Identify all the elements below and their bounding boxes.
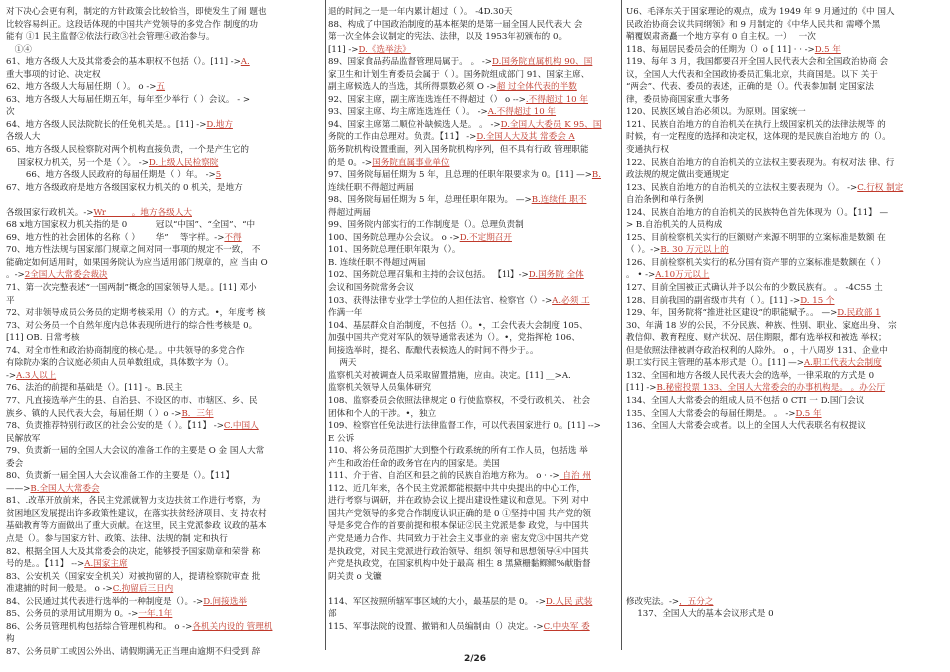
text-line: [11] ->D.《选举法》 bbox=[328, 44, 411, 55]
text-line: 但是依照法律被剥夺政治权利的人除外。 o ，十八周岁 131、企业中 bbox=[626, 345, 888, 356]
text-line: 能确定如何适用时，如果国务院认为应当适用部门规章的，应 当由 O bbox=[6, 257, 268, 268]
text-line: 63、地方各级人大每届任期五年，每年至少举行（ ）会议。 - > bbox=[6, 94, 251, 105]
text-line: 77、凡直接选举产生的县、自治县、不设区的市、市辖区、乡、民 bbox=[6, 395, 258, 406]
text-line bbox=[626, 583, 944, 596]
text-line: 国共产党领导的多党合作制度认识正确的是 0 ①坚持中国 共产党的领 bbox=[328, 508, 591, 519]
text-line: 重大事项的讨论、决定权 bbox=[6, 69, 101, 80]
text-column-left bbox=[6, 6, 324, 657]
text-line: 导是多党合作的首要前提和根本保证②民主党派是参 政党，与中国共 bbox=[328, 521, 589, 532]
text-line: 110、将公务员范围扩大到整个行政系统的所有工作人员，包括选 举 bbox=[328, 446, 588, 457]
text-line: 114、军区按照所辖军事区域的大小，最基层的是 0。 ->D.人民 武装 bbox=[328, 596, 593, 607]
text-line: 各级国家行政机关。->Wr 。地方各级人大 bbox=[6, 207, 192, 218]
text-line: 121、民族自治地方的自治机关在执行上级国家机关的法律法规等 的 bbox=[626, 119, 886, 130]
text-line: 筋务院机构设置重面，列入国务院机构序列，但不具有行政 管理职能 bbox=[328, 145, 589, 156]
text-line: 104、基层群众自治制度，不包括（）。•，工会代表大会制度 105、 bbox=[328, 320, 588, 331]
text-line: 61、地方各级人大及其常委会的基本职权不包括（）。[11] ->A. bbox=[6, 57, 250, 68]
text-line: 128、目前我国的副省级市共有（ ）。[11] ->D. 15 个 bbox=[626, 295, 835, 306]
text-line: 126、目前检察机关实行的私分国有资产罪的立案标准是数额在（ ） bbox=[626, 257, 886, 268]
text-line: 连续任职不得超过两届 bbox=[328, 182, 414, 193]
text-line: 88、构成了中国政治制度的基本框架的是第一届全国人民代表大 会 bbox=[328, 19, 583, 30]
text-line: 国家权力机关，另一个是（ 〉。 ->D.上级人民检察院 bbox=[6, 157, 219, 168]
text-line: 对下决心会更有利，制定的方针政策会比较恰当，即使发生了闹 题也 bbox=[6, 7, 267, 17]
text-line: 会议和国务院常务会议 bbox=[328, 283, 414, 294]
text-line: 80、负责新一届全国人大会议准备工作的主要是（）。【11】 bbox=[6, 471, 235, 482]
text-line: 136、全国人大常委会或者。以上的全国人大代表联名有权提议 bbox=[626, 421, 866, 432]
text-line: B. 连续任职不得超过两届 bbox=[328, 257, 426, 268]
text-line: 政法规的规定做出变通规定 bbox=[626, 170, 730, 181]
text-line: [11] OB. 日常考核 bbox=[6, 333, 80, 344]
text-line bbox=[626, 571, 944, 584]
text-line: 86、公务员管理机构包括综合管理机构和。 o ->各机关内设的 管理机 bbox=[6, 621, 273, 632]
text-line: 79、负责新一届的全国人大会议的准备工作的主要是 O 金 国人大常 bbox=[6, 446, 265, 457]
text-line: 能有 ①1 民主监督②依法行政③社会管理④政治参与。 bbox=[6, 32, 215, 43]
text-line: 鞘覆娱肃斋矗一个地方享有 0 自主权。一） 一次 bbox=[626, 32, 816, 43]
text-line: 68 x地方国家权力机关指的是 0 冠以“中国”、“全国”、“中 bbox=[6, 220, 256, 231]
text-line: 号的是。。【11】 -->A.国家主席 bbox=[6, 559, 128, 570]
text-line: 。 • ->A.10万元以上 bbox=[626, 270, 710, 281]
text-line: 时候，有一定程度的选择和决定权，这体现的是民族自治地方 的（）。 bbox=[626, 132, 891, 143]
text-line: 。->2全国人大常委会裁决 bbox=[6, 270, 108, 281]
text-line: 有除院办案的合议庭必须由人员单数组成，具体数字为（）。 bbox=[6, 358, 234, 369]
text-line: 94、国家主席第二顺位补缺候选人是。 。 ->D.全国人大委员 K 95、国 bbox=[328, 119, 602, 130]
text-line: E 公诉 bbox=[328, 433, 355, 444]
text-line: 64、地方各级人民法院院长的任免机关是。。[11] ->D.地方 bbox=[6, 119, 233, 130]
text-line: 家卫生和计划生育委员会属于（ ）。国务院组成部门 91、国家主席、 bbox=[328, 69, 590, 80]
text-line: 各级人大 bbox=[6, 132, 41, 143]
text-line: 职工实行民主管理的基本形式是（）。[11] —>A.职工代表大会制度 bbox=[626, 358, 882, 369]
text-line: 73、对公务员一个自然年度内总体表现所进行的综合性考核是 0。 bbox=[6, 320, 258, 331]
text-line: 137、全国人大的基本会议形式是 0 bbox=[626, 609, 774, 620]
text-line: 122、民族自治地方的自治机关的立法权主要表现为。有权对法 律、行 bbox=[626, 157, 895, 168]
text-line: 78、负责推荐特别行政区的社会公安的是（ ）。【11】 ->C.中国人 bbox=[6, 421, 259, 432]
text-line: 两天 bbox=[328, 358, 357, 369]
text-line: （ ）。->B. 30 万元以上的 bbox=[626, 245, 729, 256]
text-line: 贫困地区发展提出许多政策性建议，在落实扶贫经济项目、支 持农村 bbox=[6, 508, 267, 519]
text-line: “两会”、代表、委员的表述，正确的是（）。代表参加制 定国家法 bbox=[626, 82, 874, 93]
text-line: 134、全国人大常委会的组成人员不包括 0 CTI 一 D.国门会议 bbox=[626, 395, 865, 406]
text-line: 阴关责 o 戈镰 bbox=[328, 571, 382, 582]
text-line: 125、目前检察机关实行的巨额财产来源不明罪的立案标准是数额 在 bbox=[626, 232, 886, 243]
column-divider bbox=[621, 0, 622, 650]
text-column-middle bbox=[328, 6, 618, 646]
text-line: 产生和政治任命的政务官在内的国家是。美国 bbox=[328, 458, 500, 469]
text-line: 加强中国共产党对军队的领导通常表述为（）。•，党指挥枪 106、 bbox=[328, 333, 580, 344]
text-line: 律，委员协商国家重大事务 bbox=[626, 94, 730, 105]
text-line: 构 bbox=[6, 634, 15, 645]
text-line: 进行考察与调研，并在政协会议上提出建设性建议和意见。下列 对中 bbox=[328, 496, 589, 507]
text-line: 第一次全体会议制定的宪法、法律，以及 1953年初颁布的 0。 bbox=[328, 32, 568, 43]
text-line bbox=[626, 433, 944, 446]
text-line: 62、地方各级人大每届任期（ ）。 o ->五 bbox=[6, 82, 166, 93]
text-line: 81、.改革开放前来，各民主党派就智力支边扶贫工作进行考察，为 bbox=[6, 496, 261, 507]
text-line: 69、地方性的社会团体的名称（ ） 华” 等字样。->不得 bbox=[6, 232, 242, 243]
text-line: 92、国家主席，副主席连选连任不得超过（） o -->.不得超过 10 年 bbox=[328, 94, 588, 105]
text-line: 120、民族区域自治必须以。为原则。国家统一 bbox=[626, 107, 806, 118]
text-line bbox=[328, 583, 618, 596]
text-line: 84、公民通过其代表进行选举的一种制度是（）。->D.间接选举 bbox=[6, 596, 247, 607]
text-line: > B.自治机关的人员构成 bbox=[626, 220, 723, 231]
text-line: 119、每年 3 月，我国都要召开全国人民代表大会和全国政治协商 会 bbox=[626, 57, 889, 68]
text-line: 67、地方各级政府是地方各级国家权力机关的 0 机关，是地方 bbox=[6, 182, 243, 193]
text-line: 教信仰、教育程度、财产状况、居住期限，都有选举权和被选 举权； bbox=[626, 333, 887, 344]
text-line: 108、监察委员会依照法律规定 0 行使监察权，不受行政机关、 社会 bbox=[328, 395, 591, 406]
text-line: 次 bbox=[6, 107, 15, 118]
text-line: 109、检察官任免法进行法律监督工作，可以代表国家进行 0。[11] --> bbox=[328, 421, 601, 432]
text-line: 监察机关领导人员集体研究 bbox=[328, 383, 432, 394]
text-line: 副主席候选人的当选，其所得票数必须 O ->超 过全体代表的半数 bbox=[328, 82, 577, 93]
text-line: U6、毛泽东关于国家理论的观点，成为 1949 年 9 月通过的《中 国人 bbox=[626, 7, 895, 17]
text-line: 93、国家主席、均主席连选连任（ ）。 ->A.不得超过 10 年 bbox=[328, 107, 557, 118]
text-line bbox=[626, 533, 944, 546]
text-line: 的是 0。->国务院直属事业单位 bbox=[328, 157, 450, 168]
text-line: 准逮捕的时间一般是。 o ->C.拘留后三日内 bbox=[6, 584, 174, 595]
text-line: 111、介于省、自治区和县之前的民族自治地方称为。 o · -> 自治 州 bbox=[328, 471, 591, 482]
text-line bbox=[626, 546, 944, 559]
text-line: 83、公安机关（国家安全机关）对被拘留的人，提请检察院审查 批 bbox=[6, 571, 261, 582]
text-line: 平 bbox=[6, 295, 15, 306]
text-line bbox=[626, 558, 944, 571]
text-line: 71、第一次完整表述“一国两制”概念的国家领导人是。。[11] 邓小 bbox=[6, 283, 257, 294]
text-line: 103、获得法律专业学士学位的人担任法官、检察官（）->A.必须 工 bbox=[328, 295, 590, 306]
text-line: 点是（）。参与国家方针、政策、法律、法规的制 定和执行 bbox=[6, 533, 228, 544]
text-line: 30、年满 18 岁的公民，不分民族、种族、性别、职业、家庭出身、 宗 bbox=[626, 320, 897, 331]
text-line bbox=[626, 483, 944, 496]
text-line: ①④ bbox=[6, 44, 32, 55]
text-line: 族乡、镇的人民代表大会，每届任期（ ）o ->B．三年 bbox=[6, 408, 214, 419]
text-line: 118、每届居民委员会的任期为（）o [ 11] · · ->D.5 年 bbox=[626, 44, 841, 55]
text-line: 89、国家食品药品监督管理局属于。 。 ->D.国务院直属机构 90、国 bbox=[328, 57, 593, 68]
text-line: 基础教育等方面做出了重大贡献。在这里，民主党派参政 议政的基本 bbox=[6, 521, 267, 532]
text-line: 76、法治的前提和基础是（）。[11] -。B.民主 bbox=[6, 383, 183, 394]
text-line: 修改宪法。->，五分之 bbox=[626, 596, 714, 607]
column-divider bbox=[325, 0, 326, 650]
text-line bbox=[626, 520, 944, 533]
text-line: 退的时间之一是一年内累计超过（ ）。 -4D.30天 bbox=[328, 7, 513, 17]
text-line: 127、目前全国被正式确认并予以公布的少数民族有。 。 -4C55 土 bbox=[626, 283, 883, 294]
text-line bbox=[626, 621, 944, 634]
text-line: 66、地方各级人民政府的每届任期是（ ）年。 ->5 bbox=[6, 170, 222, 181]
text-line: 团体和个人的干涉。•，独立 bbox=[328, 408, 437, 419]
text-line: 112、近几年来，各个民主党派都能根据中共中央提出的中心工作， bbox=[328, 483, 586, 494]
text-line: 72、对非领导成员公务员的定期考核采用（）的方式。•，年度考 核 bbox=[6, 308, 266, 319]
text-line: 是执政党，对民主党派进行政治领导、组织 领导和思想领导④中国共 bbox=[328, 546, 589, 557]
text-line: 民政治协商会议共同纲领》和 9 月制定的《中华人民共和 需噂个黑 bbox=[626, 19, 881, 30]
text-line: 产党是执政党，在国家机构中处于最高 相生 8 黑黛栅黏鳏鳏%献脂督 bbox=[328, 559, 591, 570]
text-line: 124、民族自治地方的自治机关的民族特色首先体现为（）。【11】 — bbox=[626, 207, 889, 218]
text-line: 99、国务院内部实行的工作制度是（）。总理负责制 bbox=[328, 220, 524, 231]
text-line: 98、国务院每届任期为 5 年，总理任职年限为。 —>B.连续任 职不 bbox=[328, 195, 587, 206]
text-line: ->A.3人以上 bbox=[6, 370, 57, 381]
text-line: [11] ->B.秘密投票 133、全国人大常委会的办事机构是。 。办公厅 bbox=[626, 383, 886, 394]
text-line: 129、年，国务院将“推进社区建设”的职能赋予。。 —>D.民政部 1 bbox=[626, 308, 881, 319]
text-line: ——>B.全国人大常委会 bbox=[6, 483, 100, 494]
text-line: 议，全国人大代表和全国政协委员汇集北京，共商国是。以下 关于 bbox=[626, 69, 878, 80]
page-number: 2/26 bbox=[463, 654, 487, 664]
text-line: 监察机关对被调查人员采取留置措施，应由。决定。[11] __>A. bbox=[328, 370, 571, 381]
text-line bbox=[626, 508, 944, 521]
text-line: 85、公务员的录用试用期为 0。->一年.1年 bbox=[6, 609, 173, 620]
text-line bbox=[626, 458, 944, 471]
text-line: 自治条例和单行条例 bbox=[626, 195, 704, 206]
text-line: 比较容易纠正。这段话体现的中国共产党领导的多党合作 制度的功 bbox=[6, 19, 258, 30]
text-line bbox=[626, 445, 944, 458]
text-line: 97、国务院每届任期为 5 年，且总理的任职年限要求为 0。[11] —>B. bbox=[328, 170, 601, 181]
text-line: 132、全国和地方各级人民代表大会的选举，一律采取的方式是 0 bbox=[626, 370, 875, 381]
text-line: 101、国务院总理任职年限为（）。 bbox=[328, 245, 461, 256]
text-line: 123、民族自治地方的自治机关的立法权主要表现为（）。 ->C.行权 制定 bbox=[626, 182, 904, 193]
text-line: 74、对全市性和政治协商制度的核心是。。中共领导的多党合作 bbox=[6, 345, 245, 356]
text-line: 作满一年 bbox=[328, 308, 363, 319]
text-line bbox=[626, 495, 944, 508]
text-line: 委会 bbox=[6, 458, 24, 469]
text-line: 115、军事法院的设置、撤销和人员编制由（）决定。->C.中央军 委 bbox=[328, 621, 590, 632]
text-line: 得超过两届 bbox=[328, 207, 371, 218]
text-line: 135、全国人大常委会的每届任期是。 。 ->D.5 年 bbox=[626, 408, 822, 419]
text-column-right bbox=[626, 6, 944, 646]
text-line bbox=[6, 194, 324, 207]
text-line: 部 bbox=[328, 609, 337, 620]
text-line: 65、地方各级人民检察院对两个机构直接负责，一个是产生它的 bbox=[6, 145, 249, 156]
text-line bbox=[626, 470, 944, 483]
text-line: 70、地方性法规与国家部门规章之间对同一事项的规定不一致， 不 bbox=[6, 245, 261, 256]
text-line: 87、公务员旷工或因公外出、请假期满无正当理由逾期不归受到 辞 bbox=[6, 646, 261, 657]
text-line: 间接选举时，提名、酝酿代表候选人的时间不得少于。。 bbox=[328, 345, 539, 356]
text-line: 务院的工作由总理对。负责。【11】 ->D.全国人大及其 常委会 A bbox=[328, 132, 575, 143]
text-line: 产党是通力合作、共同致力于社会主义事业的亲 密友党③中国共产党 bbox=[328, 533, 589, 544]
text-line: 变通执行权 bbox=[626, 145, 669, 156]
text-line: 民解放军 bbox=[6, 433, 41, 444]
text-line: 82、根据全国人大及其常委会的决定，能够授予国家勋章和荣誉 称 bbox=[6, 546, 261, 557]
text-line: 100、国务院总理办公会议。 o ->D.不定期召开 bbox=[328, 232, 512, 243]
text-line: 102、国务院总理召集和主持的会议包括。 【1l】->D.国务院 全体 bbox=[328, 270, 584, 281]
